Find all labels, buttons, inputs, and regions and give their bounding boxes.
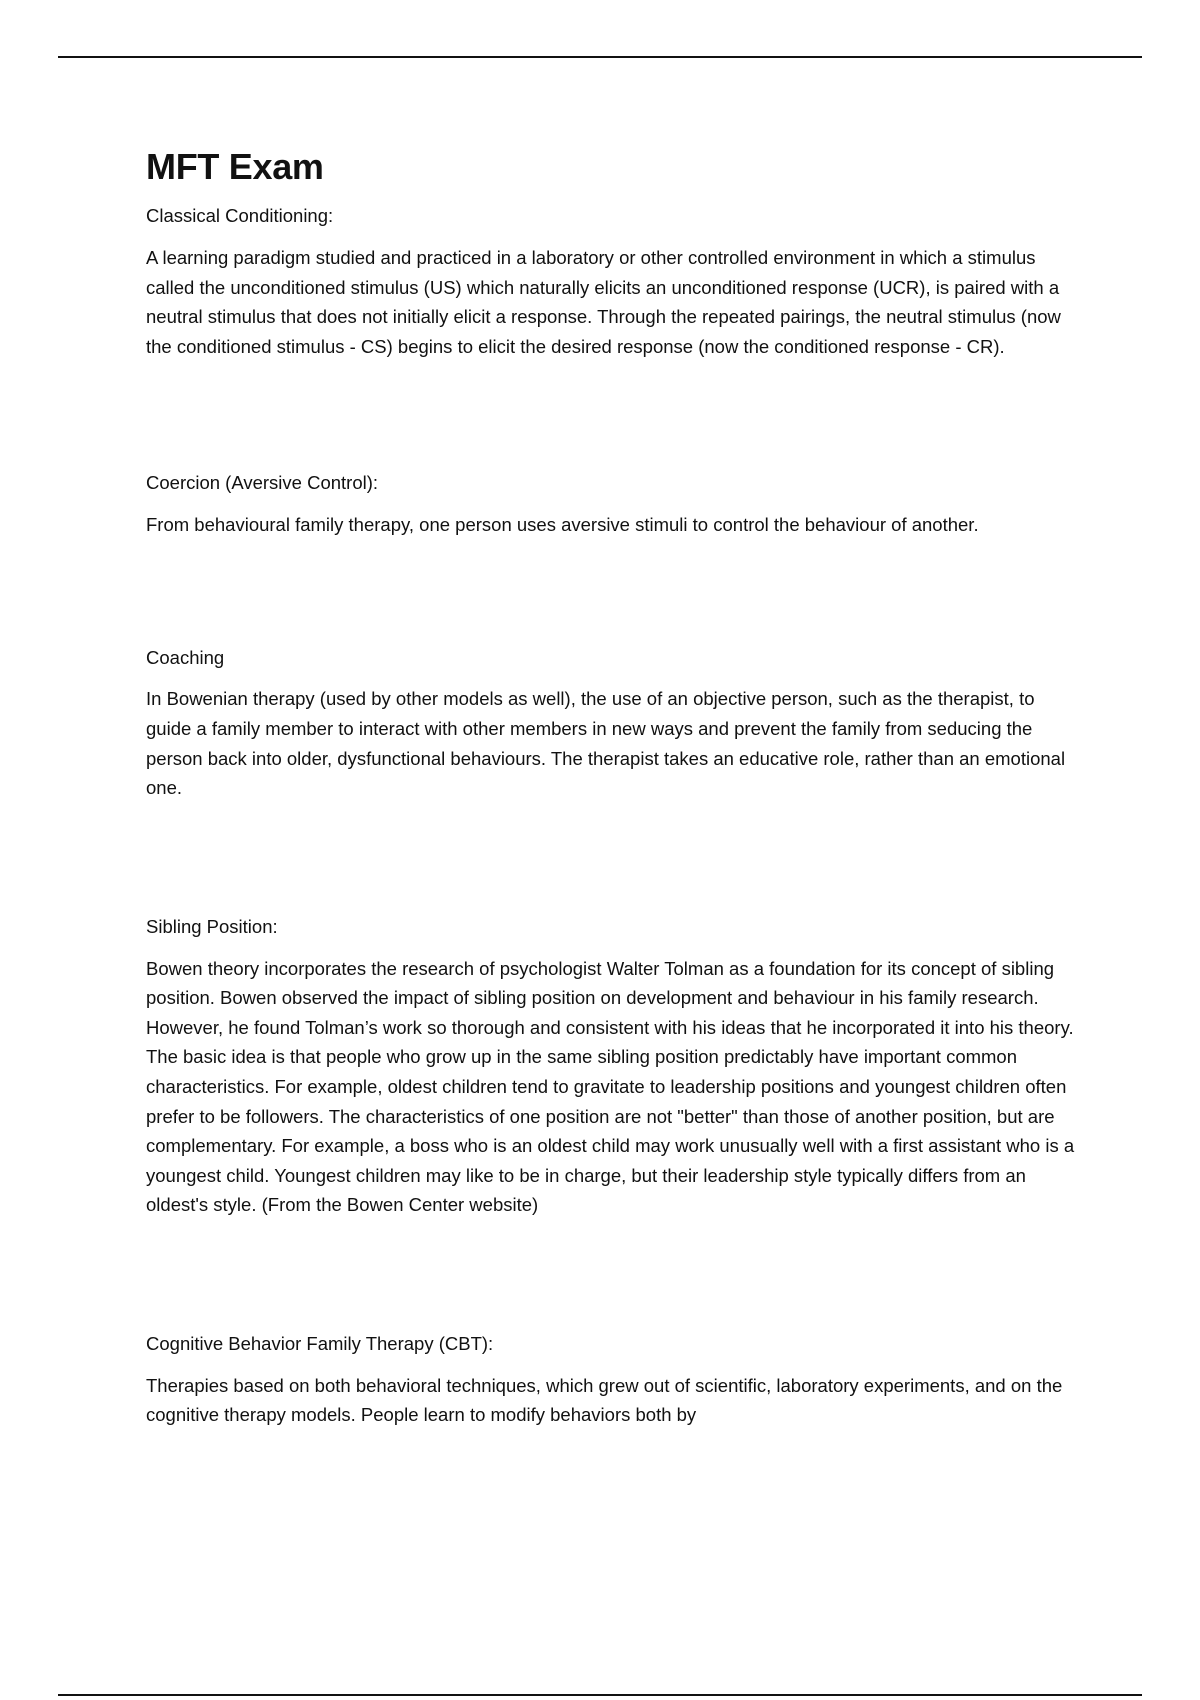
entry-definition: In Bowenian therapy (used by other models as well), the use of an objective person, such as the therapist, to guide a family member to interact with other members in new ways and prevent the family from seducing the person back into older, dysfunctional behaviours. The therapist takes an educative role, rather than an emotional one. [146,688,1066,799]
bottom-rule [58,1694,1142,1696]
entry-term: Coercion (Aversive Control): [146,472,379,494]
entry-sibling-position [146,913,1076,1220]
entry-definition: From behavioural family therapy, one person uses aversive stimuli to control the behaviour of another. [146,514,979,536]
entry-definition: A learning paradigm studied and practiced in a laboratory or other controlled environment in which a stimulus called the unconditioned stimulus (US) which naturally elicits an unconditioned response (UCR), is paired with a neutral stimulus that does not initially elicit a response. Through the repeated pairings, the neutral stimulus (now the conditioned stimulus - CS) begins to elicit the desired response (now the conditioned response - CR). [146,246,1061,357]
entry-classical-conditioning [146,202,1076,361]
entry-definition: Bowen theory incorporates the research of psychologist Walter Tolman as a foundation for its concept of sibling position. Bowen observed the impact of sibling position on development and behaviour in his family research. However, he found Tolman’s work so thorough and consistent with his ideas that he incorporated it into his theory. The basic idea is that people who grow up in the same sibling position predictably have important common characteristics. For example, oldest children tend to gravitate to leadership positions and youngest children often prefer to be followers. The characteristics of one position are not "better" than those of another position, but are complementary. For example, a boss who is an oldest child may work unusually well with a first assistant who is a youngest child. Youngest children may like to be in charge, but their leadership style typically differs from an oldest's style. (From the Bowen Center website) [146,957,1075,1216]
entry-term: Coaching [146,646,225,668]
top-rule [58,56,1142,58]
entry-definition: Therapies based on both behavioral techniques, which grew out of scientific, laboratory experiments, and on the cognitive therapy models. People learn to modify behaviors both by [146,1374,1063,1426]
entry-term: Cognitive Behavior Family Therapy (CBT): [146,1332,494,1354]
document-body [146,145,1076,1430]
entry-cognitive-behavior-family-therapy [146,1330,1076,1430]
entry-coercion [146,469,1076,539]
entry-term: Classical Conditioning: [146,205,334,227]
entry-coaching [146,644,1076,803]
entry-term: Sibling Position: [146,915,278,937]
document-title: MFT Exam [146,146,324,187]
